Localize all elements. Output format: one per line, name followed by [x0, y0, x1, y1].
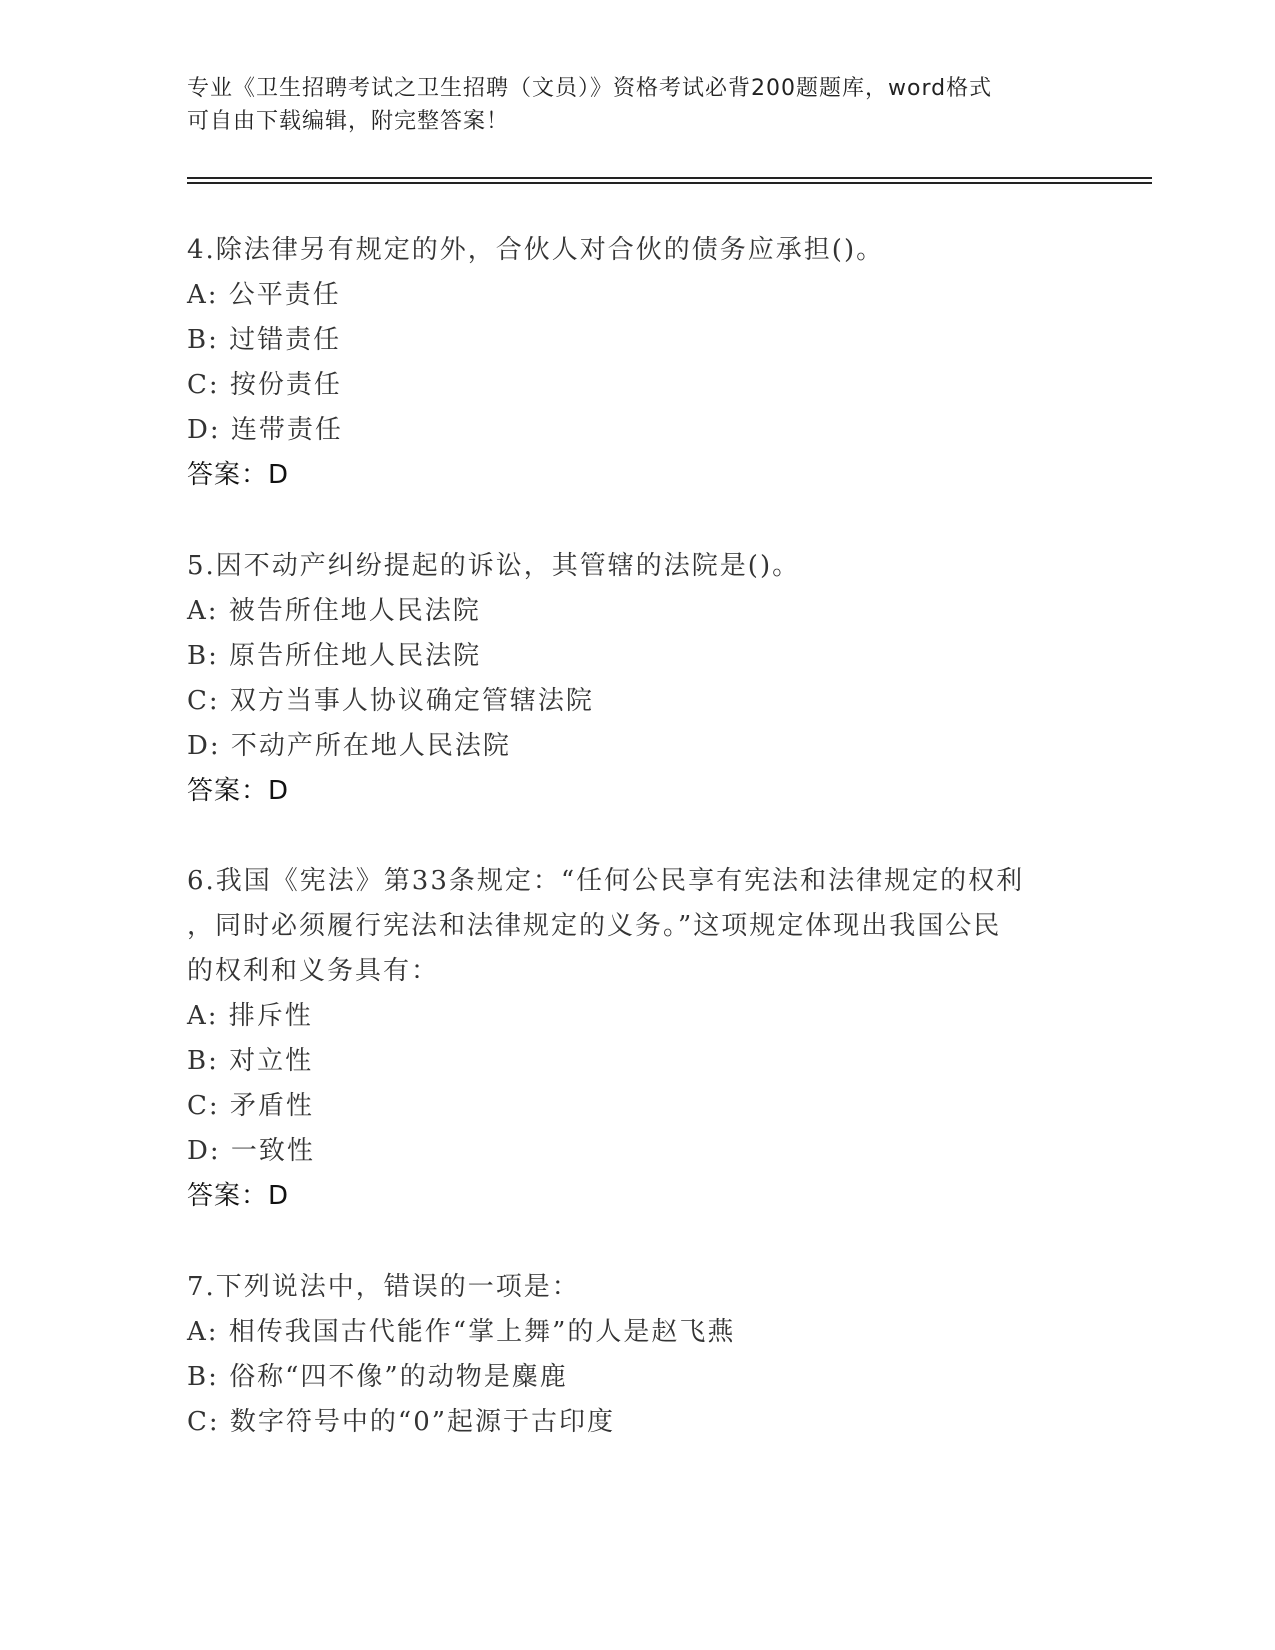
question-5-answer: 答案：D — [187, 776, 290, 806]
question-6-option-b: B: 对立性 — [187, 1046, 314, 1076]
document-header — [187, 72, 1087, 138]
question-5-option-a: A: 被告所住地人民法院 — [187, 596, 481, 626]
question-6-stem-line-2: ，同时必须履行宪法和法律规定的义务。”这项规定体现出我国公民 — [187, 911, 1002, 941]
question-6-stem-line-1: 6.我国《宪法》第33条规定：“任何公民享有宪法和法律规定的权利 — [187, 866, 1025, 896]
question-5-option-c: C: 双方当事人协议确定管辖法院 — [187, 686, 594, 716]
question-5-option-b: B: 原告所住地人民法院 — [187, 641, 482, 671]
question-6-answer: 答案：D — [187, 1181, 290, 1211]
question-7-stem: 7.下列说法中，错误的一项是： — [187, 1272, 580, 1302]
question-4-option-b: B: 过错责任 — [187, 325, 342, 355]
question-7-option-c: C: 数字符号中的“0”起源于古印度 — [187, 1407, 616, 1437]
question-6-stem-line-3: 的权利和义务具有： — [187, 956, 440, 986]
question-4-stem: 4.除法律另有规定的外，合伙人对合伙的债务应承担()。 — [187, 235, 885, 265]
question-4-option-c: C: 按份责任 — [187, 370, 342, 400]
header-line-1: 专业《卫生招聘考试之卫生招聘（文员）》资格考试必背200题题库，word格式 — [187, 76, 993, 101]
header-divider-bottom — [187, 182, 1152, 184]
question-5-option-d: D: 不动产所在地人民法院 — [187, 731, 511, 761]
question-6-option-c: C: 矛盾性 — [187, 1091, 314, 1121]
question-6-option-a: A: 排斥性 — [187, 1001, 313, 1031]
header-line-2: 可自由下载编辑，附完整答案！ — [187, 109, 510, 134]
header-divider-top — [187, 177, 1152, 179]
question-4-option-a: A: 公平责任 — [187, 280, 341, 310]
question-4-answer: 答案：D — [187, 460, 290, 490]
question-7-option-a: A: 相传我国古代能作“掌上舞”的人是赵飞燕 — [187, 1317, 736, 1347]
question-5-stem: 5.因不动产纠纷提起的诉讼，其管辖的法院是()。 — [187, 551, 801, 581]
question-7-option-b: B: 俗称“四不像”的动物是麋鹿 — [187, 1362, 568, 1392]
question-4-option-d: D: 连带责任 — [187, 415, 343, 445]
question-6-option-d: D: 一致性 — [187, 1136, 315, 1166]
